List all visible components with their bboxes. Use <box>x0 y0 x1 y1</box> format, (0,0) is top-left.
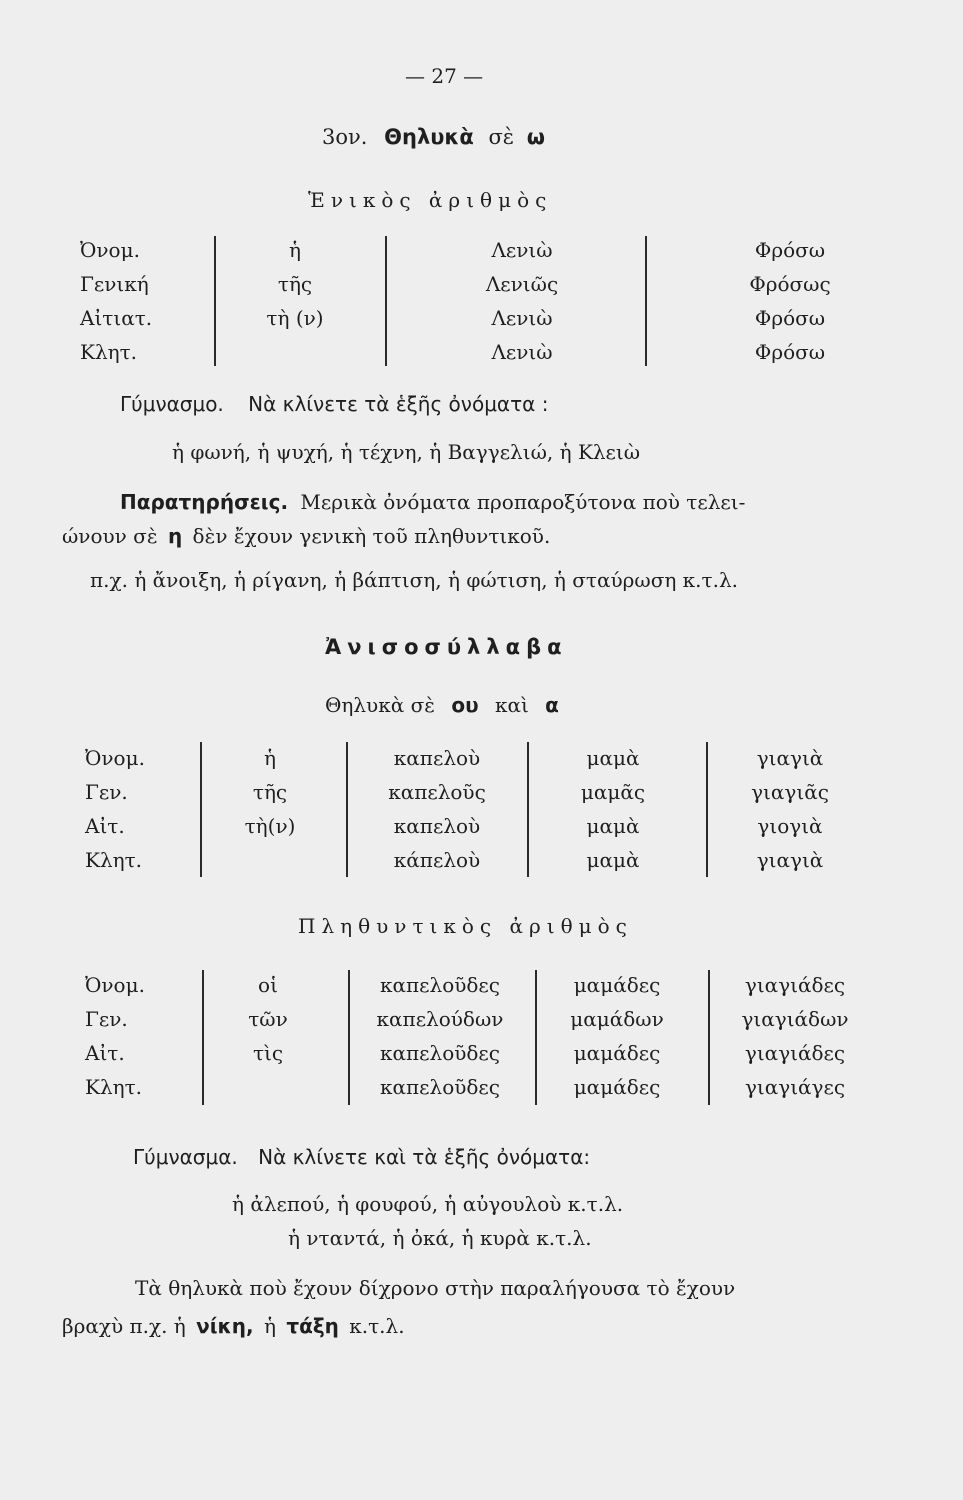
case-label: Ὀνομ. <box>80 238 140 262</box>
article: τὴ(ν) <box>244 814 296 838</box>
noun-form: μαμάδες <box>573 973 661 997</box>
anisosyllaba-title: Ἀνισοσύλλαβα <box>325 635 568 659</box>
noun-form: μαμᾶς <box>580 780 646 804</box>
noun-form: κάπελοὺ <box>393 848 481 872</box>
final-taxi: τάξη <box>286 1314 339 1338</box>
noun-form: γιαγιάγες <box>744 1075 846 1099</box>
case-label: Ὀνομ. <box>85 746 145 770</box>
subheading-alpha: α <box>545 693 559 717</box>
noun-form: μαμὰ <box>586 746 640 770</box>
case-label: Αἰτ. <box>85 814 125 838</box>
plural-title: Πληθυντικὸς ἀριθμὸς <box>298 914 633 938</box>
heading-prefix: 3ον. <box>322 125 368 149</box>
noun-form: Λενιὼ <box>491 340 553 364</box>
page-number: — 27 — <box>405 64 484 88</box>
table-divider <box>708 970 710 1105</box>
exercise-heading <box>120 392 548 416</box>
subheading <box>325 693 559 717</box>
subheading-text: Θηλυκὰ σὲ <box>325 693 435 717</box>
table-divider <box>527 742 529 877</box>
remarks-line2 <box>62 524 550 548</box>
article: τῆς <box>277 272 313 296</box>
noun-form: Λενιῶς <box>485 272 559 296</box>
case-label: Ὀνομ. <box>85 973 145 997</box>
remarks-text: Μερικὰ ὀνόματα προπαροξύτονα ποὺ τελει- <box>300 490 746 514</box>
noun-form: γιαγιᾶς <box>751 780 829 804</box>
subheading-kai: καὶ <box>494 693 529 717</box>
noun-form: καπελοῦδες <box>380 1041 500 1065</box>
noun-form: καπελούδων <box>376 1007 504 1031</box>
exercise2-heading <box>133 1145 590 1169</box>
subheading-ou: ου <box>451 693 479 717</box>
table-divider <box>535 970 537 1105</box>
noun-form: Λενιὼ <box>491 238 553 262</box>
heading-bold: Θηλυκὰ <box>384 125 474 149</box>
case-label: Αἰτιατ. <box>80 306 153 330</box>
final-line2 <box>62 1314 405 1338</box>
table-divider <box>200 742 202 877</box>
remarks-text: δὲν ἔχουν γενικὴ τοῦ πληθυντικοῦ. <box>192 524 551 548</box>
noun-form: καπελοῦς <box>388 780 486 804</box>
noun-form: μαμάδες <box>573 1041 661 1065</box>
noun-form: μαμάδων <box>570 1007 664 1031</box>
exercise2-line1: ἡ ἀλεπού, ἡ φουφού, ἡ αὐγουλοὺ κ.τ.λ. <box>232 1192 624 1216</box>
noun-form: γιογιὰ <box>757 814 823 838</box>
noun-form: γιαγιάδες <box>744 1041 846 1065</box>
case-label: Γεν. <box>85 780 128 804</box>
article: τῶν <box>248 1007 288 1031</box>
remarks-eta: η <box>167 524 183 548</box>
noun-form: μαμάδες <box>573 1075 661 1099</box>
case-label: Γεν. <box>85 1007 128 1031</box>
noun-form: καπελοὺ <box>393 746 481 770</box>
heading-ending: ω <box>526 125 546 149</box>
section-heading <box>322 125 545 149</box>
heading-mid: σὲ <box>488 125 515 149</box>
case-label: Γενική <box>80 272 149 296</box>
remarks-text: ώνουν σὲ <box>62 524 158 548</box>
exercise-instruction: Νὰ κλίνετε τὰ ἑξῆς ὀνόματα : <box>248 392 549 416</box>
final-text: κ.τ.λ. <box>349 1314 405 1338</box>
article: τὶς <box>252 1041 284 1065</box>
exercise-words: ἡ φωνή, ἡ ψυχή, ἡ τέχνη, ἡ Βαγγελιώ, ἡ Κλειὼ <box>172 440 641 464</box>
case-label: Κλητ. <box>85 1075 143 1099</box>
case-label: Κλητ. <box>80 340 138 364</box>
table-divider <box>202 970 204 1105</box>
exercise2-title: Γύμνασμα. <box>133 1145 238 1169</box>
noun-form: Φρόσως <box>749 272 831 296</box>
final-nike: νίκη, <box>196 1314 254 1338</box>
remarks-line1 <box>120 490 745 514</box>
final-line1: Τὰ θηλυκὰ ποὺ ἔχουν δίχρονο στὴν παραλήγουσα τὸ ἔχουν <box>135 1276 736 1300</box>
noun-form: γιαγιάδων <box>741 1007 849 1031</box>
noun-form: καπελοῦδες <box>380 973 500 997</box>
noun-form: καπελοὺ <box>393 814 481 838</box>
noun-form: γιαγιὰ <box>756 746 824 770</box>
singular-title: Ἑνικὸς ἀριθμὸς <box>308 188 553 212</box>
case-label: Κλητ. <box>85 848 143 872</box>
table-divider <box>346 742 348 877</box>
noun-form: Φρόσω <box>754 306 826 330</box>
article: ἡ <box>289 238 301 262</box>
final-text: ἡ <box>263 1314 276 1338</box>
remarks-title: Παρατηρήσεις. <box>120 490 289 514</box>
table-divider <box>385 236 387 366</box>
remarks-example: π.χ. ἡ ἄνοιξη, ἡ ρίγανη, ἡ βάπτιση, ἡ φώτιση, ἡ σταύρωση κ.τ.λ. <box>90 568 738 592</box>
table-divider <box>214 236 216 366</box>
noun-form: καπελοῦδες <box>380 1075 500 1099</box>
exercise2-line2: ἡ νταντά, ἡ ὀκά, ἡ κυρὰ κ.τ.λ. <box>288 1226 592 1250</box>
exercise2-instruction: Νὰ κλίνετε καὶ τὰ ἑξῆς ὀνόματα: <box>258 1145 591 1169</box>
noun-form: μαμὰ <box>586 814 640 838</box>
exercise-title: Γύμνασμο. <box>120 392 224 416</box>
article: τὴ (ν) <box>266 306 324 330</box>
article: τῆς <box>252 780 288 804</box>
noun-form: γιαγιὰ <box>756 848 824 872</box>
noun-form: Φρόσω <box>754 340 826 364</box>
case-label: Αἰτ. <box>85 1041 125 1065</box>
final-text: βραχὺ π.χ. ἡ <box>62 1314 186 1338</box>
noun-form: μαμὰ <box>586 848 640 872</box>
noun-form: γιαγιάδες <box>744 973 846 997</box>
noun-form: Λενιὼ <box>491 306 553 330</box>
article: οἱ <box>258 973 278 997</box>
table-divider <box>645 236 647 366</box>
table-divider <box>348 970 350 1105</box>
noun-form: Φρόσω <box>754 238 826 262</box>
table-divider <box>706 742 708 877</box>
article: ἡ <box>264 746 276 770</box>
